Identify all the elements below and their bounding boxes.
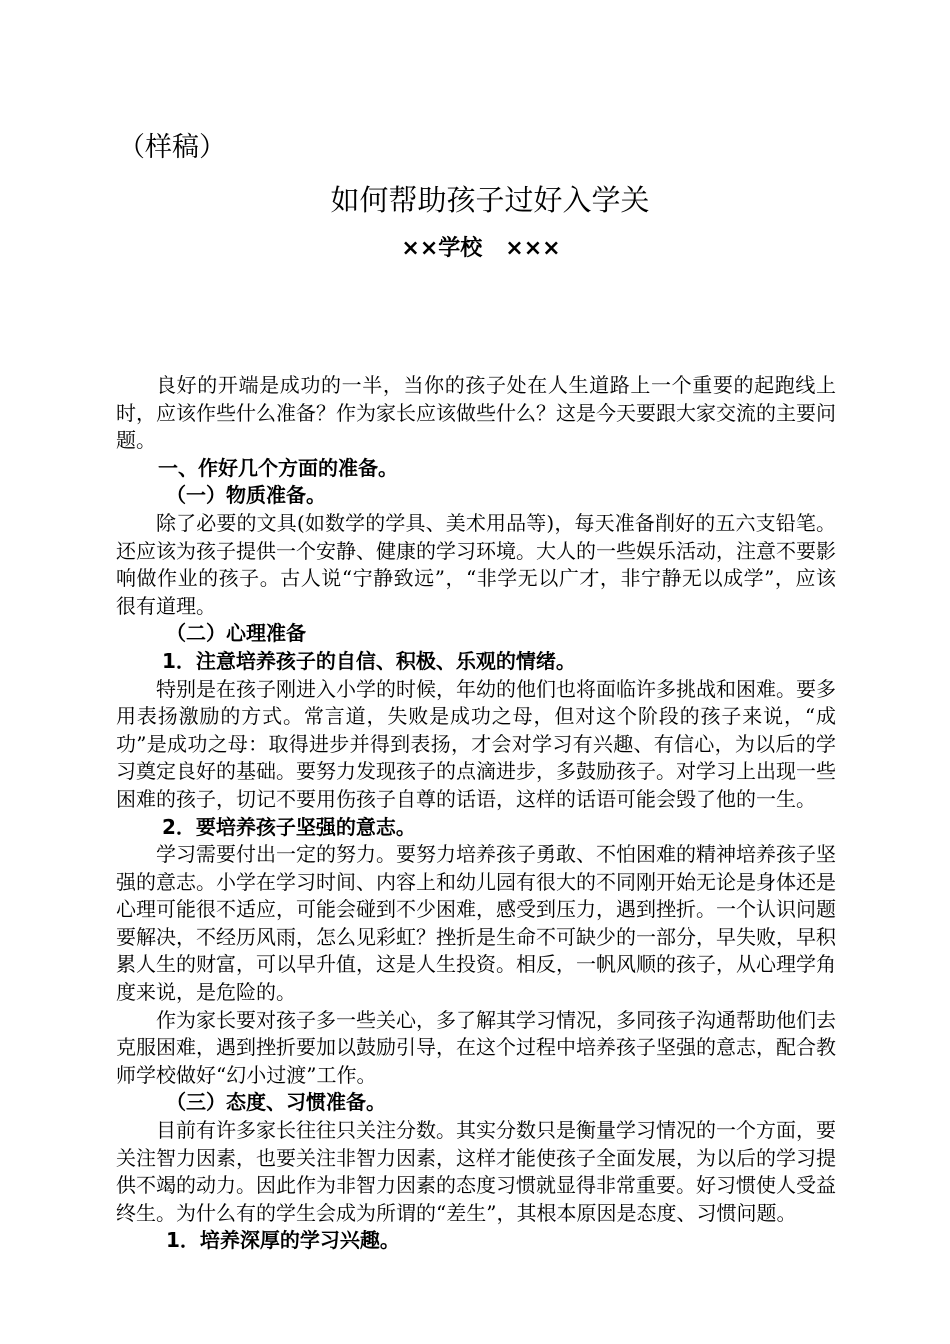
document-byline: ××学校 ××× (401, 236, 561, 261)
draft-mark: （样稿） (118, 132, 226, 163)
paragraph: 特别是在孩子刚进入小学的时候，年幼的他们也将面临许多挑战和困难。要多用表扬激励的方式。常言道，失败是成功之母，但对这个阶段的孩子来说，“成功”是成功之母：取得进步并得到表扬，才会对学习有兴趣、有信心，为以后的学习奠定良好的基础。要努力发现孩子的点滴进步，多鼓励孩子。对学习上出现一些困难的孩子，切记不要用伤孩子自尊的话语，这样的话语可能会毁了他的一生。 (116, 676, 836, 811)
document-title: 如何帮助孩子过好入学关 (330, 183, 650, 217)
subsection-heading: （一）物质准备。 (166, 483, 326, 508)
paragraph: 良好的开端是成功的一半，当你的孩子处在人生道路上一个重要的起跑线上时，应该作些什么准备？作为家长应该做些什么？这是今天要跟大家交流的主要问题。 (116, 373, 836, 453)
paragraph: 目前有许多家长往往只关注分数。其实分数只是衡量学习情况的一个方面，要关注智力因素，也要关注非智力因素，这样才能使孩子全面发展，为以后的学习提供不竭的动力。因此作为非智力因素的态度习惯就显得非常重要。好习惯使人受益终生。为什么有的学生会成为所谓的“差生”，其根本原因是态度、习惯问题。 (116, 1118, 836, 1225)
section-heading: 一、作好几个方面的准备。 (158, 455, 398, 480)
paragraph: 学习需要付出一定的努力。要努力培养孩子勇敢、不怕困难的精神培养孩子坚强的意志。小学在学习时间、内容上和幼儿园有很大的不同刚开始无论是身体还是心理可能很不适应，可能会碰到不少困难，感受到压力，遇到挫折。一个认识问题要解决，不经历风雨，怎么见彩虹？挫折是生命不可缺少的一部分，早失败，早积累人生的财富，可以早升值，这是人生投资。相反，一帆风顺的孩子，从心理学角度来说，是危险的。 (116, 842, 836, 1005)
point-heading: 2．要培养孩子坚强的意志。 (162, 814, 416, 839)
document-body (116, 372, 836, 1255)
paragraph: 作为家长要对孩子多一些关心，多了解其学习情况，多同孩子沟通帮助他们去克服困难，遇到挫折要加以鼓励引导，在这个过程中培养孩子坚强的意志，配合教师学校做好“幻小过渡”工作。 (116, 1007, 836, 1087)
point-heading: 1．注意培养孩子的自信、积极、乐观的情绪。 (162, 648, 576, 673)
point-heading: 1．培养深厚的学习兴趣。 (166, 1228, 400, 1253)
paragraph: 除了必要的文具(如数学的学具、美术用品等)，每天准备削好的五六支铅笔。还应该为孩子提供一个安静、健康的学习环境。大人的一些娱乐活动，注意不要影响做作业的孩子。古人说“宁静致远”，“非学无以广才，非宁静无以成学”，应该很有道理。 (116, 510, 836, 618)
subsection-heading: （三）态度、习惯准备。 (166, 1090, 386, 1115)
subsection-heading: （二）心理准备 (166, 621, 306, 646)
